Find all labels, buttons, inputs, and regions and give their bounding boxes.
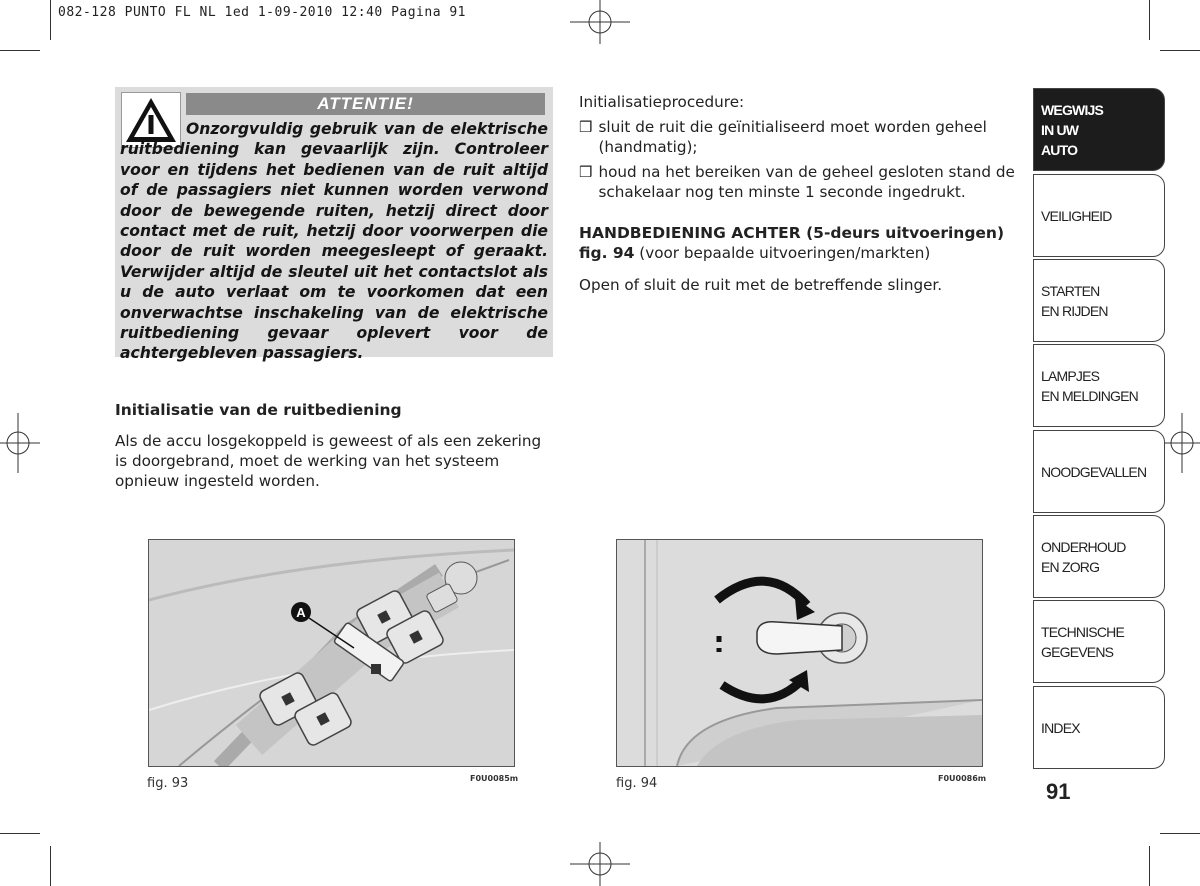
subsection-heading <box>579 223 1024 263</box>
crop-mark <box>1160 50 1200 51</box>
paragraph: Als de accu losgekoppeld is geweest of als een zekering is doorgebrand, moet de werking van het systeem opnieuw ingesteld worden. <box>115 432 542 491</box>
crop-mark <box>1149 0 1150 40</box>
warning-title: ATTENTIE! <box>186 93 545 115</box>
tab-onderhoud-en-zorg[interactable]: ONDERHOUD EN ZORG <box>1033 515 1165 598</box>
registration-mark-icon <box>1160 413 1200 473</box>
crop-mark <box>0 50 40 51</box>
figure-reference: fig. 94 <box>579 244 635 263</box>
crop-mark <box>0 833 40 834</box>
tab-index[interactable]: INDEX <box>1033 686 1165 769</box>
figure-93-illustration <box>148 539 515 767</box>
figure-caption: fig. 94 <box>616 776 658 791</box>
figure-caption: fig. 93 <box>147 776 189 791</box>
checkbox-bullet-icon: ❒ <box>579 118 593 136</box>
list-item <box>579 162 1019 202</box>
tab-noodgevallen[interactable]: NOODGEVALLEN <box>1033 430 1165 513</box>
tab-veiligheid[interactable]: VEILIGHEID <box>1033 174 1165 257</box>
crop-mark <box>1149 846 1150 886</box>
list-item-text: sluit de ruit die geïnitialiseerd moet worden geheel (handmatig); <box>598 118 987 157</box>
tab-lampjes-en-meldingen[interactable]: LAMPJES EN MELDINGEN <box>1033 344 1165 427</box>
procedure-title: Initialisatieprocedure: <box>579 93 745 111</box>
checkbox-bullet-icon: ❒ <box>579 163 593 181</box>
tab-wegwijs[interactable]: WEGWIJS IN UW AUTO <box>1033 88 1165 171</box>
tab-technische-gegevens[interactable]: TECHNISCHE GEGEVENS <box>1033 600 1165 683</box>
crop-mark <box>1160 833 1200 834</box>
print-header: 082-128 PUNTO FL NL 1ed 1-09-2010 12:40 Pagina 91 <box>58 5 467 20</box>
list-item <box>579 117 1019 157</box>
registration-mark-icon <box>570 0 630 44</box>
heading-text: HANDBEDIENING ACHTER (5-deurs uitvoeringen) <box>579 224 1005 242</box>
callout-label: A <box>296 605 306 620</box>
page-number: 91 <box>1046 779 1071 804</box>
figure-code: F0U0086m <box>938 774 987 783</box>
crop-mark <box>50 846 51 886</box>
warning-text: Onzorgvuldig gebruik van de elektrische ruitbediening kan gevaarlijk zijn. Controleer voor en tijdens het bedienen van de ruit altijd of de passagiers niet kunnen worden verwond door de bewegende ruiten, hetzij direct door contact met de ruit, hetzij door voorwerpen die door de ruit worden meegesleept of geraakt. Verwijder altijd de sleutel uit het contactslot als u de auto verlaat om te voorkomen dat een onverwachtse inschakeling van de elektrische ruitbediening gevaar oplevert voor de achtergebleven passagiers. <box>120 120 548 363</box>
figure-94-illustration <box>616 539 983 767</box>
list-item-text: houd na het bereiken van de geheel gesloten stand de schakelaar nog ten minste 1 seconde ingedrukt. <box>598 163 1015 202</box>
paragraph: Open of sluit de ruit met de betreffende slinger. <box>579 276 943 294</box>
section-title: Initialisatie van de ruitbediening <box>115 401 402 419</box>
figure-code: F0U0085m <box>470 774 519 783</box>
registration-mark-icon <box>0 413 40 473</box>
crop-mark <box>50 0 51 40</box>
figure-reference-note: (voor bepaalde uitvoeringen/markten) <box>639 244 931 263</box>
tab-starten-en-rijden[interactable]: STARTEN EN RIJDEN <box>1033 259 1165 342</box>
registration-mark-icon <box>570 842 630 886</box>
